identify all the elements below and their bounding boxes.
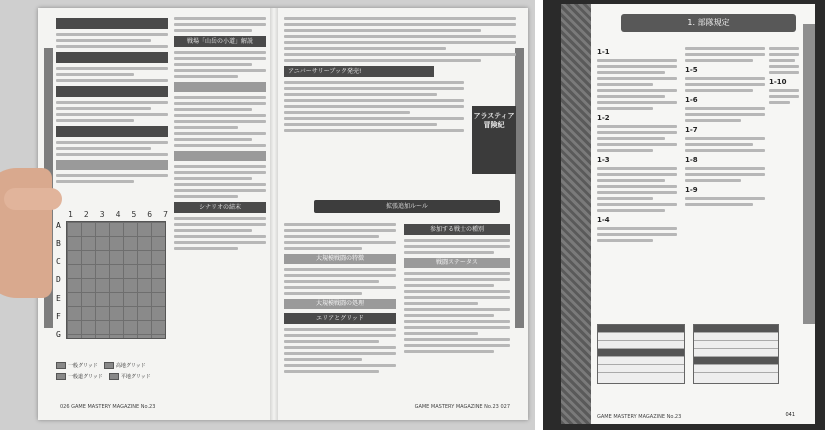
thumb [4, 188, 62, 210]
section-heading: 戦場「山岳の小道」解説 [174, 36, 266, 47]
rule-number: 1-2 [597, 114, 610, 122]
rule-number: 1-9 [685, 186, 698, 194]
map-grid [56, 210, 168, 350]
section-heading: シナリオの結末 [174, 202, 266, 213]
map-legend [56, 362, 168, 384]
book-gutter [270, 8, 278, 420]
column-b [685, 44, 765, 209]
sub-heading [174, 82, 266, 92]
table-header [56, 126, 168, 137]
left-page [56, 14, 266, 414]
legend-item: 一般道グリッド [56, 373, 103, 380]
table-header [56, 160, 168, 170]
rule-number: 1-1 [597, 48, 610, 56]
table-header [56, 52, 168, 63]
page-footer: GAME MASTERY MAGAZINE No.23 [597, 414, 682, 420]
right-side-tab [515, 48, 524, 328]
decorative-border [561, 4, 591, 424]
column-a [597, 44, 677, 245]
sub-heading: 大規模戦闘の処理 [284, 299, 396, 309]
grid-column-numbers: 1 2 3 4 5 6 7 [68, 210, 168, 219]
rule-number: 1-7 [685, 126, 698, 134]
section-banner: 拡張追加ルール [314, 200, 500, 213]
info-box-title: 参加する戦士の種別 [404, 224, 510, 235]
stats-table [597, 324, 685, 384]
column-c [769, 44, 799, 107]
rule-number: 1-10 [769, 78, 787, 86]
page-heading: 1. 部隊規定 [621, 14, 796, 32]
table-header [56, 86, 168, 97]
book-cover-image: アラスティア冒険紀 [472, 106, 516, 174]
side-tab [803, 24, 815, 324]
sub-heading: 大規模戦闘の特徴 [284, 254, 396, 264]
battle-map [66, 221, 166, 339]
stats-table [693, 324, 779, 384]
rule-number: 1-5 [685, 66, 698, 74]
rule-number: 1-4 [597, 216, 610, 224]
legend-item: 平地グリッド [109, 373, 151, 380]
rule-number: 1-8 [685, 156, 698, 164]
page-footer: GAME MASTERY MAGAZINE No.23 027 [414, 404, 510, 410]
sub-heading: エリアとグリッド [284, 313, 396, 324]
info-box-title: 戦闘ステータス [404, 258, 510, 268]
magazine-page [561, 4, 815, 424]
table-header [56, 18, 168, 29]
rule-number: 1-3 [597, 156, 610, 164]
callout-title: アニバーサリーブック発売! [284, 66, 434, 77]
single-page-photo [543, 0, 825, 430]
page-number: 041 [785, 412, 795, 418]
magazine-spread [38, 8, 528, 420]
rule-number: 1-6 [685, 96, 698, 104]
right-page [284, 14, 516, 414]
sub-heading [174, 151, 266, 161]
page-footer: 026 GAME MASTERY MAGAZINE No.23 [60, 404, 156, 410]
legend-item: 一般グリッド [56, 362, 98, 369]
grid-row-letters: A B C D E F G [56, 221, 61, 339]
legend-item: 高地グリッド [104, 362, 146, 369]
